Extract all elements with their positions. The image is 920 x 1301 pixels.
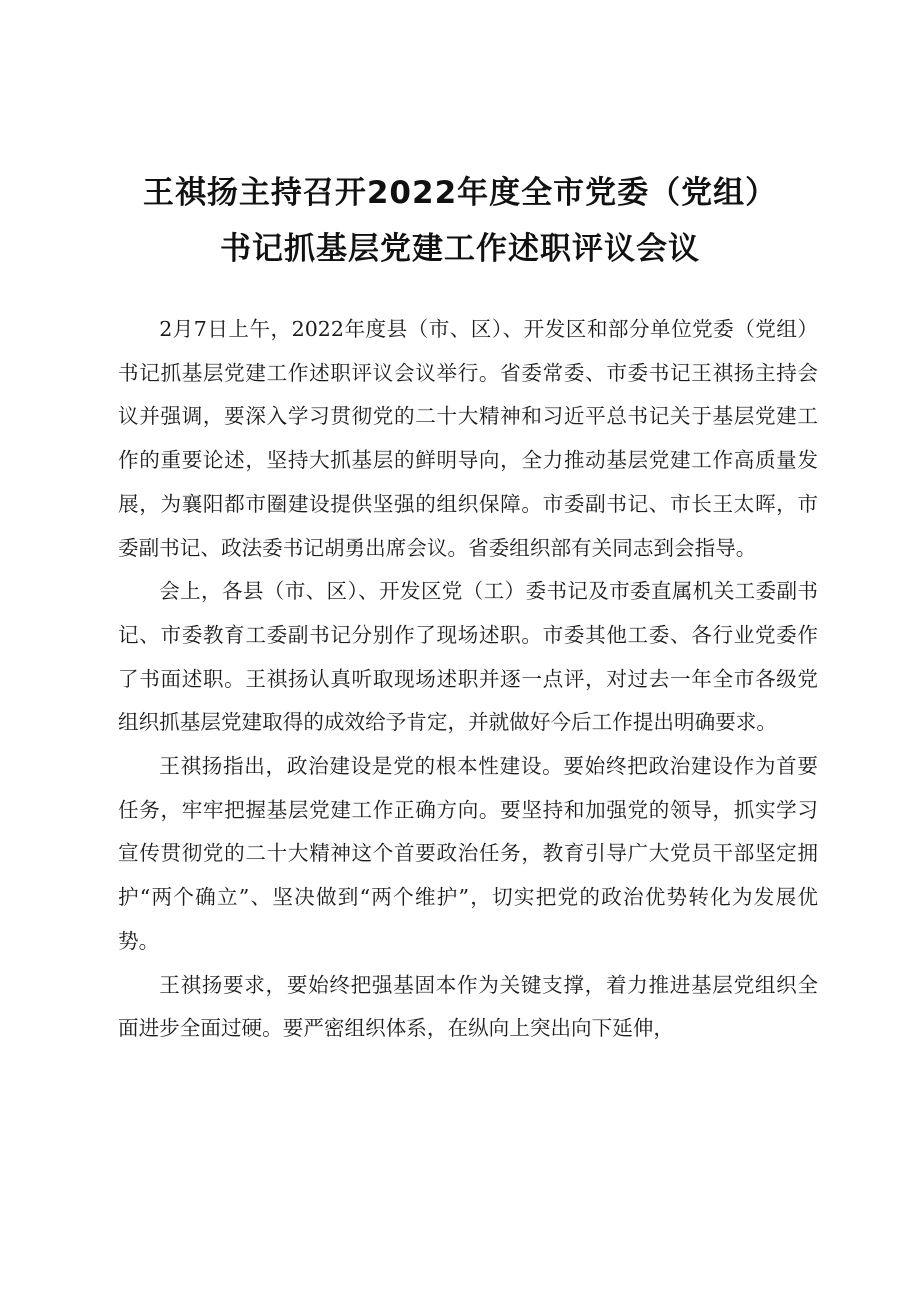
paragraph-2: 会上，各县（市、区）、开发区党（工）委书记及市委直属机关工委副书记、市委教育工委副书记分别作了现场述职。市委其他工委、各行业党委作了书面述职。王祺扬认真听取现场述职并逐一点评，对过去一年全市各级党组织抓基层党建取得的成效给予肯定，并就做好今后工作提出明确要求。 [118, 579, 818, 735]
paragraph-4: 王祺扬要求，要始终把强基固本作为关键支撑，着力推进基层党组织全面进步全面过硬。要严密组织体系，在纵向上突出向下延伸， [118, 972, 818, 1041]
article-title-line-2: 书记抓基层党建工作述职评议会议 [220, 231, 700, 267]
article-body [118, 308, 818, 1051]
article-title-line-1: 王祺扬主持召开2022年度全市党委（党组） [142, 175, 778, 211]
paragraph-1: 2月7日上午，2022年度县（市、区）、开发区和部分单位党委（党组）书记抓基层党建工作述职评议会议举行。省委常委、市委书记王祺扬主持会议并强调，要深入学习贯彻党的二十大精神和习近平总书记关于基层党建工作的重要论述，坚持大抓基层的鲜明导向，全力推动基层党建工作高质量发展，为襄阳都市圈建设提供坚强的组织保障。市委副书记、市长王太晖，市委副书记、政法委书记胡勇出席会议。省委组织部有关同志到会指导。 [118, 317, 818, 560]
paragraph-3: 王祺扬指出，政治建设是党的根本性建设。要始终把政治建设作为首要任务，牢牢把握基层党建工作正确方向。要坚持和加强党的领导，抓实学习宣传贯彻党的二十大精神这个首要政治任务，教育引导广大党员干部坚定拥护“两个确立”、坚决做到“两个维护”，切实把党的政治优势转化为发展优势。 [118, 754, 818, 953]
